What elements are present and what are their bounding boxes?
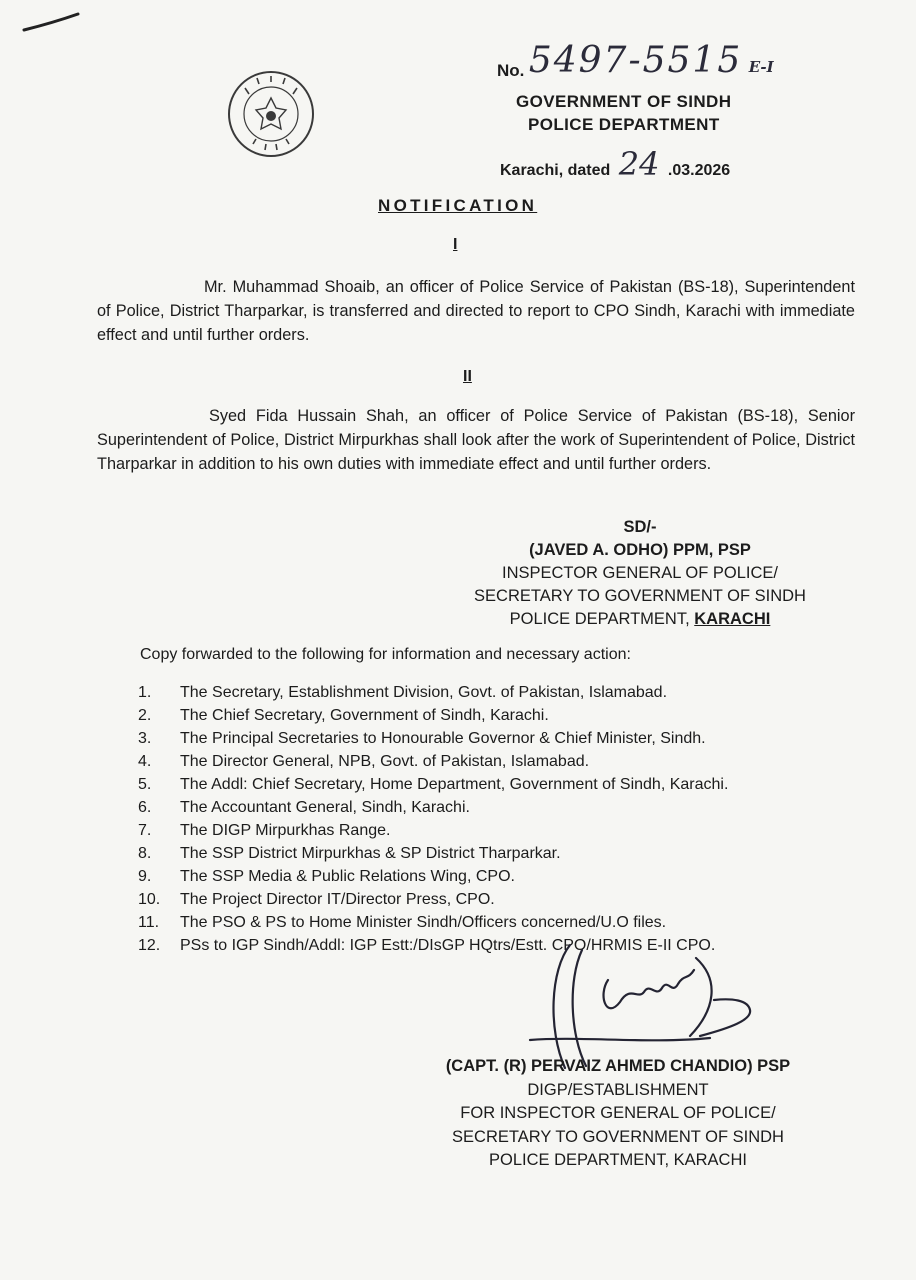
sd-mark: SD/- [623,518,657,536]
signatory-designation-3 [440,608,840,631]
signatory-2-designation-4: POLICE DEPARTMENT, KARACHI [489,1151,747,1169]
signatory-designation-1: INSPECTOR GENERAL OF POLICE/ [502,564,778,582]
list-item: 1. The Secretary, Establishment Division, Govt. of Pakistan, Islamabad. [138,684,668,701]
department-heading: POLICE DEPARTMENT [528,115,720,134]
list-item: 9. The SSP Media & Public Relations Wing, CPO. [138,868,515,885]
list-item: 5. The Addl: Chief Secretary, Home Department, Government of Sindh, Karachi. [138,776,729,793]
list-item: 4. The Director General, NPB, Govt. of Pakistan, Islamabad. [138,753,590,770]
date-line [500,145,730,183]
section-numeral-2: II [463,368,472,385]
list-item: 11. The PSO & PS to Home Minister Sindh/Officers concerned/U.O files. [138,914,667,931]
list-item: 7. The DIGP Mirpurkhas Range. [138,822,391,839]
office-seal-stamp [225,68,317,160]
signatory-2-name: (CAPT. (R) PERVAIZ AHMED CHANDIO) PSP [445,1057,791,1075]
reference-number [497,40,774,84]
signatory-block-digp [408,1055,828,1173]
signatory-dept: POLICE DEPARTMENT, [509,610,695,628]
list-item: 6. The Accountant General, Sindh, Karachi. [138,799,470,816]
copy-forwarded-intro: Copy forwarded to the following for information and necessary action: [140,646,631,663]
list-item: 2. The Chief Secretary, Government of Sindh, Karachi. [138,707,549,724]
list-item: 10. The Project Director IT/Director Press, CPO. [138,891,495,908]
notification-paragraph-1: Mr. Muhammad Shoaib, an officer of Police Service of Pakistan (BS-18), Superintendent of Police, District Tharparkar, is transferred and directed to report to CPO Sindh, Karachi with immediate effect and until further orders. [97,278,855,344]
signatory-2-designation-1: DIGP/ESTABLISHMENT [527,1080,709,1099]
signatory-designation-2: SECRETARY TO GOVERNMENT OF SINDH [474,587,806,605]
signatory-block-igp [440,516,840,631]
date-label: Karachi, dated [500,162,611,179]
section-numeral-1: I [453,236,458,253]
list-item: 8. The SSP District Mirpurkhas & SP District Tharparkar. [138,845,561,862]
list-item: 3. The Principal Secretaries to Honourable Governor & Chief Minister, Sindh. [138,730,706,747]
list-item: 12. PSs to IGP Sindh/Addl: IGP Estt:/DIsGP HQtrs/Estt. CPO/HRMIS E-II CPO. [138,937,716,954]
signatory-name: (JAVED A. ODHO) PPM, PSP [529,541,751,559]
handwritten-day: 24 [618,145,660,183]
notification-title: NOTIFICATION [378,196,538,215]
reference-handwritten-number: 5497-5515 [528,40,743,81]
notification-paragraph-2: Syed Fida Hussain Shah, an officer of Police Service of Pakistan (BS-18), Senior Superintendent of Police, District Mirpurkhas shall look after the work of Superintendent of Police, District Tharparkar in addition to his own duties with immediate effect and until further orders. [97,407,855,473]
signatory-2-designation-2: FOR INSPECTOR GENERAL OF POLICE/ [460,1104,776,1122]
pen-mark [22,10,82,35]
copy-forwarded-list [138,681,858,957]
government-heading: GOVERNMENT OF SINDH [516,92,732,111]
reference-prefix: No. [497,61,525,80]
signatory-2-designation-3: SECRETARY TO GOVERNMENT OF SINDH [452,1127,784,1146]
date-month-year: .03.2026 [667,162,731,179]
reference-suffix: E-I [748,58,774,76]
signatory-city: KARACHI [694,610,771,628]
